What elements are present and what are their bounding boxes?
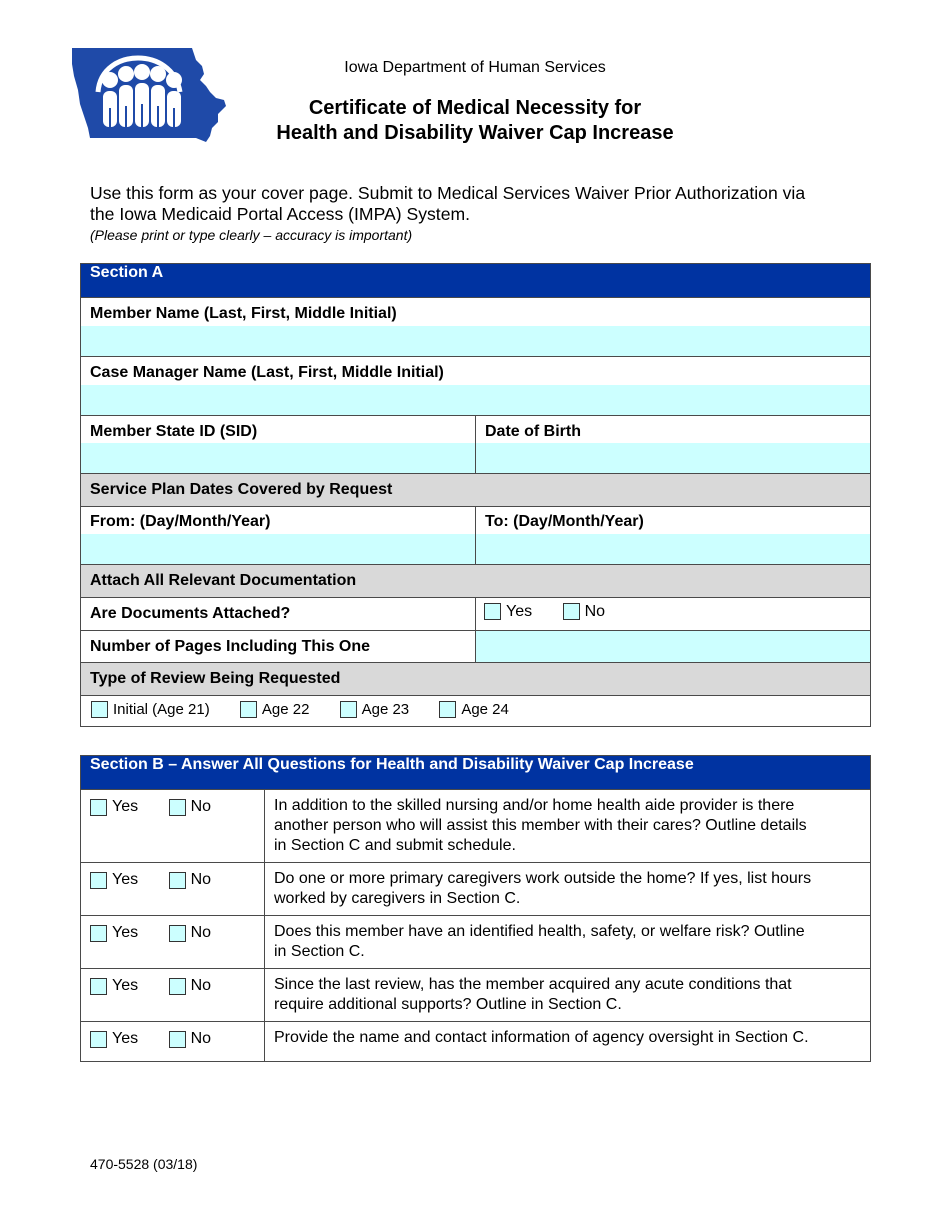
docs-attached-yes-checkbox[interactable] [484, 603, 501, 620]
yes-label: Yes [112, 977, 139, 994]
q3-yes-checkbox[interactable] [90, 925, 107, 942]
num-pages-label: Number of Pages Including This One [81, 631, 476, 663]
q1-yes-checkbox[interactable] [90, 799, 107, 816]
review-option-label: Age 23 [361, 700, 410, 718]
num-pages-field[interactable] [476, 631, 871, 663]
form-title: Certificate of Medical Necessity for Health and Disability Waiver Cap Increase [276, 97, 674, 144]
q1-no-checkbox[interactable] [169, 799, 186, 816]
case-manager-cell [81, 357, 871, 416]
no-label: No [190, 924, 212, 941]
docs-attached-options [476, 598, 871, 631]
from-date-label: From: (Day/Month/Year) [90, 513, 271, 530]
q5-no-checkbox[interactable] [169, 1031, 186, 1048]
review-option-label: Age 22 [261, 700, 310, 718]
review-options [81, 696, 871, 727]
review-age22-checkbox[interactable] [240, 701, 257, 718]
review-option-label: Age 24 [461, 700, 509, 718]
member-name-field[interactable] [81, 326, 870, 356]
from-date-field[interactable] [81, 534, 475, 564]
question-text: Provide the name and contact information of agency oversight in Section C. [265, 1022, 871, 1062]
question-row [81, 863, 871, 916]
from-date-cell [81, 507, 476, 565]
agency-name: Iowa Department of Human Services [344, 59, 606, 76]
member-name-cell [81, 298, 871, 357]
yes-label: Yes [112, 871, 139, 888]
service-plan-heading: Service Plan Dates Covered by Request [81, 474, 871, 507]
review-option-label: Initial (Age 21) [113, 700, 210, 718]
attach-heading: Attach All Relevant Documentation [81, 565, 871, 598]
question-text: Since the last review, has the member acquired any acute conditions that require additional supports? Outline in Section C. [265, 969, 871, 1022]
no-label: No [190, 798, 212, 815]
review-age23-checkbox[interactable] [340, 701, 357, 718]
no-label: No [190, 871, 212, 888]
review-initial-checkbox[interactable] [91, 701, 108, 718]
sid-label: Member State ID (SID) [90, 423, 258, 440]
question-row [81, 790, 871, 863]
yes-label: Yes [112, 798, 139, 815]
to-date-label: To: (Day/Month/Year) [485, 513, 644, 530]
section-a-header: Section A [81, 264, 871, 298]
q4-no-checkbox[interactable] [169, 978, 186, 995]
to-date-field[interactable] [476, 534, 870, 564]
question-row [81, 1022, 871, 1062]
yes-label: Yes [112, 924, 139, 941]
sid-field[interactable] [81, 443, 475, 473]
section-b-header: Section B – Answer All Questions for Health and Disability Waiver Cap Increase [81, 756, 871, 790]
dob-cell [476, 416, 871, 474]
q4-yes-checkbox[interactable] [90, 978, 107, 995]
question-text: Does this member have an identified health, safety, or welfare risk? Outline in Section C. [265, 916, 871, 969]
case-manager-field[interactable] [81, 385, 870, 415]
yes-label: Yes [112, 1030, 139, 1047]
dob-label: Date of Birth [485, 423, 581, 440]
question-text: In addition to the skilled nursing and/or home health aide provider is there another person who will assist this member with their cares? Outline details in Section C and submit schedule. [265, 790, 871, 863]
no-label: No [190, 1030, 212, 1047]
question-row [81, 969, 871, 1022]
intro-text: Use this form as your cover page. Submit to Medical Services Waiver Prior Authorization via the Iowa Medicaid Portal Access (IMPA) System. [90, 183, 806, 224]
docs-attached-label: Are Documents Attached? [81, 598, 476, 631]
review-age24-checkbox[interactable] [439, 701, 456, 718]
docs-attached-no-checkbox[interactable] [563, 603, 580, 620]
section-b-table [80, 755, 871, 1062]
intro-note: (Please print or type clearly – accuracy is important) [90, 227, 413, 243]
q2-no-checkbox[interactable] [169, 872, 186, 889]
dob-field[interactable] [476, 443, 870, 473]
member-name-label: Member Name (Last, First, Middle Initial) [90, 305, 397, 322]
question-row [81, 916, 871, 969]
q5-yes-checkbox[interactable] [90, 1031, 107, 1048]
question-text: Do one or more primary caregivers work outside the home? If yes, list hours worked by caregivers in Section C. [265, 863, 871, 916]
sid-cell [81, 416, 476, 474]
no-label: No [190, 977, 212, 994]
q3-no-checkbox[interactable] [169, 925, 186, 942]
form-number: 470-5528 (03/18) [90, 1156, 198, 1172]
docs-attached-no-label: No [584, 602, 606, 620]
section-a-table [80, 263, 871, 727]
q2-yes-checkbox[interactable] [90, 872, 107, 889]
docs-attached-yes-label: Yes [506, 602, 533, 620]
to-date-cell [476, 507, 871, 565]
review-heading: Type of Review Being Requested [81, 663, 871, 696]
case-manager-label: Case Manager Name (Last, First, Middle Initial) [90, 364, 444, 381]
